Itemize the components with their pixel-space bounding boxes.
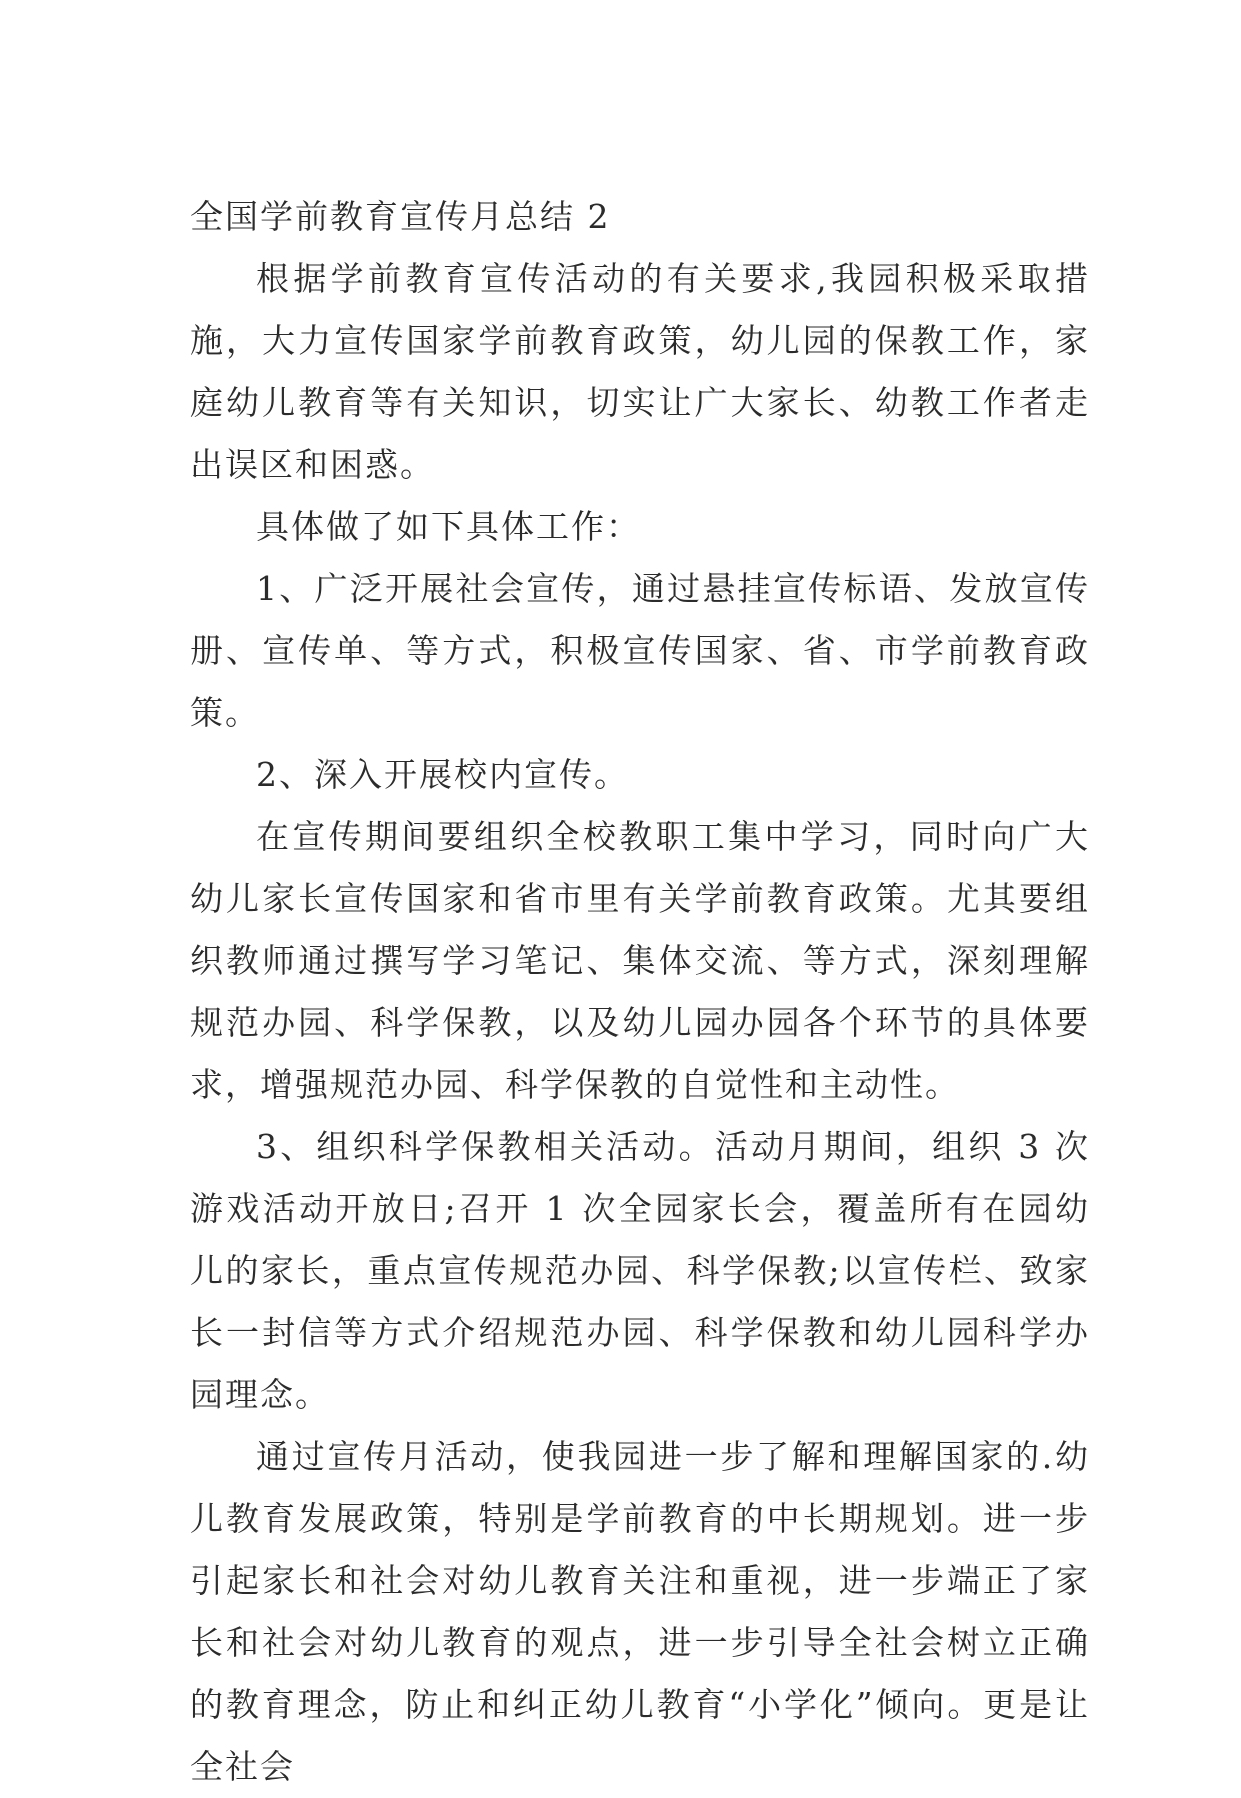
paragraph: 具体做了如下具体工作： — [256, 507, 641, 546]
document-title: 全国学前教育宣传月总结 2 — [190, 197, 611, 236]
paragraph: 在宣传期间要组织全校教职工集中学习，同时向广大幼儿家长宣传国家和省市里有关学前教育政策。尤其要组织教师通过撰写学习笔记、集体交流、等方式，深刻理解规范办园、科学保教，以及幼儿园办园各个环节的具体要求，增强规范办园、科学保教的自觉性和主动性。 — [190, 817, 1090, 1104]
paragraph: 2、深入开展校内宣传。 — [256, 755, 629, 794]
paragraph: 1、广泛开展社会宣传，通过悬挂宣传标语、发放宣传册、宣传单、等方式，积极宣传国家、省、市学前教育政策。 — [190, 569, 1090, 732]
document-body — [190, 186, 1090, 1798]
paragraph: 3、组织科学保教相关活动。活动月期间，组织 3 次游戏活动开放日;召开 1 次全园家长会，覆盖所有在园幼儿的家长，重点宣传规范办园、科学保教;以宣传栏、致家长一封信等方式介绍规范办园、科学保教和幼儿园科学办园理念。 — [190, 1127, 1090, 1414]
paragraph: 通过宣传月活动，使我园进一步了解和理解国家的.幼儿教育发展政策，特别是学前教育的中长期规划。进一步引起家长和社会对幼儿教育关注和重视，进一步端正了家长和社会对幼儿教育的观点，进一步引导全社会树立正确的教育理念，防止和纠正幼儿教育“小学化”倾向。更是让全社会 — [190, 1437, 1090, 1786]
paragraph: 根据学前教育宣传活动的有关要求,我园积极采取措施，大力宣传国家学前教育政策，幼儿园的保教工作，家庭幼儿教育等有关知识，切实让广大家长、幼教工作者走出误区和困惑。 — [190, 259, 1090, 484]
